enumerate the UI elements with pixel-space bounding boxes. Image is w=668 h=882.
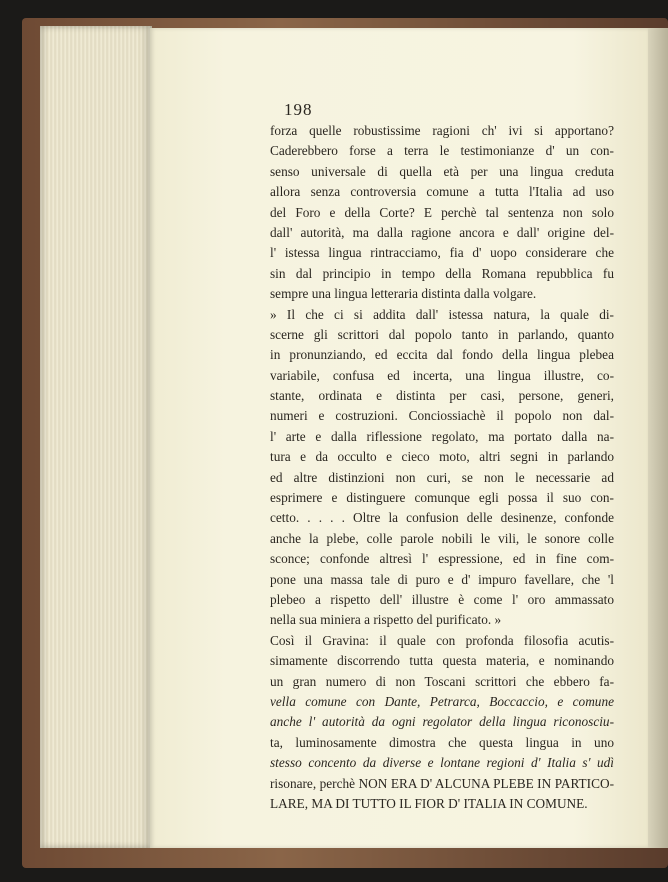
text-line: Caderebbero forse a terra le testimonianze d' un con-	[270, 143, 614, 159]
facing-page-edge	[648, 28, 668, 848]
page-number: 198	[284, 100, 313, 119]
text-line: del Foro e della Corte? E perchè tal sentenza non solo	[270, 204, 614, 220]
text-line: variabile, confusa ed incerta, una lingua illustre, co-	[270, 367, 614, 383]
text-line: anche la plebe, colle parole nobili le vili, le sonore colle	[270, 530, 614, 546]
text-line: scerne gli scrittori dal popolo tanto in parlando, quanto	[270, 326, 614, 342]
text-line: allora senza controversia comune a tutta l'Italia ad uso	[270, 184, 614, 200]
text-line: vella comune con Dante, Petrarca, Boccaccio, e comune	[270, 693, 614, 709]
text-line: stante, ordinata e distinta per casi, persone, generi,	[270, 388, 614, 404]
text-line: plebeo a rispetto dell' illustre è come l' oro ammassato	[270, 591, 614, 607]
text-line: sempre una lingua letteraria distinta dalla volgare.	[270, 286, 537, 302]
text-line: forza quelle robustissime ragioni ch' ivi si apportano?	[270, 123, 614, 138]
page-edges	[40, 26, 152, 848]
text-line: cetto. . . . . Oltre la confusion delle desinenze, confonde	[270, 510, 614, 526]
text-line: risonare, perchè NON ERA D' ALCUNA PLEBE IN PARTICO-	[270, 775, 614, 791]
text-line: dall' autorità, ma dalla ragione ancora e dall' origine del-	[270, 224, 614, 240]
text-line: ta, luminosamente dimostra che questa lingua in uno	[270, 734, 614, 750]
text-line: tura e da occulto e cieco moto, altri segni in parlando	[270, 449, 614, 465]
text-line: pone una massa tale di puro e d' impuro favellare, che 'l	[270, 571, 614, 587]
text-line: Così il Gravina: il quale con profonda filosofia acutis-	[270, 632, 614, 648]
text-line: esprimere e distinguere comunque egli possa il suo con-	[270, 490, 614, 506]
text-line: LARE, MA DI TUTTO IL FIOR D' ITALIA IN COMUNE.	[270, 795, 588, 811]
text-line: anche l' autorità da ogni regolator della lingua riconosciu-	[270, 714, 614, 730]
text-line: senso universale di quella età per una lingua creduta	[270, 163, 614, 179]
text-line: in pronunziando, ed eccita dal fondo della lingua plebea	[270, 347, 614, 363]
text-line: ed altre distinzioni non curi, se non le necessarie ad	[270, 469, 614, 485]
text-line: simamente discorrendo tutta questa materia, e nominando	[270, 653, 614, 669]
text-line: stesso concento da diverse e lontane regioni d' Italia s' udì	[270, 755, 614, 771]
text-line: un gran numero di non Toscani scrittori che ebbero fa-	[270, 673, 614, 689]
page-text	[270, 121, 614, 814]
text-line: sin dal principio in tempo della Romana repubblica fu	[270, 265, 614, 281]
text-line: l' istessa lingua rintracciamo, fia d' uopo considerare che	[270, 245, 614, 261]
text-line: » Il che ci si addita dall' istessa natura, la quale di-	[270, 306, 614, 322]
text-line: nella sua miniera a rispetto del purificato. »	[270, 612, 502, 628]
text-line: numeri e costruzioni. Conciossiachè il popolo non dal-	[270, 408, 614, 424]
text-line: sconce; confonde altresì l' espressione, ed in fine com-	[270, 551, 614, 567]
text-line: l' arte e dalla riflessione regolato, ma portato dalla na-	[270, 428, 614, 444]
